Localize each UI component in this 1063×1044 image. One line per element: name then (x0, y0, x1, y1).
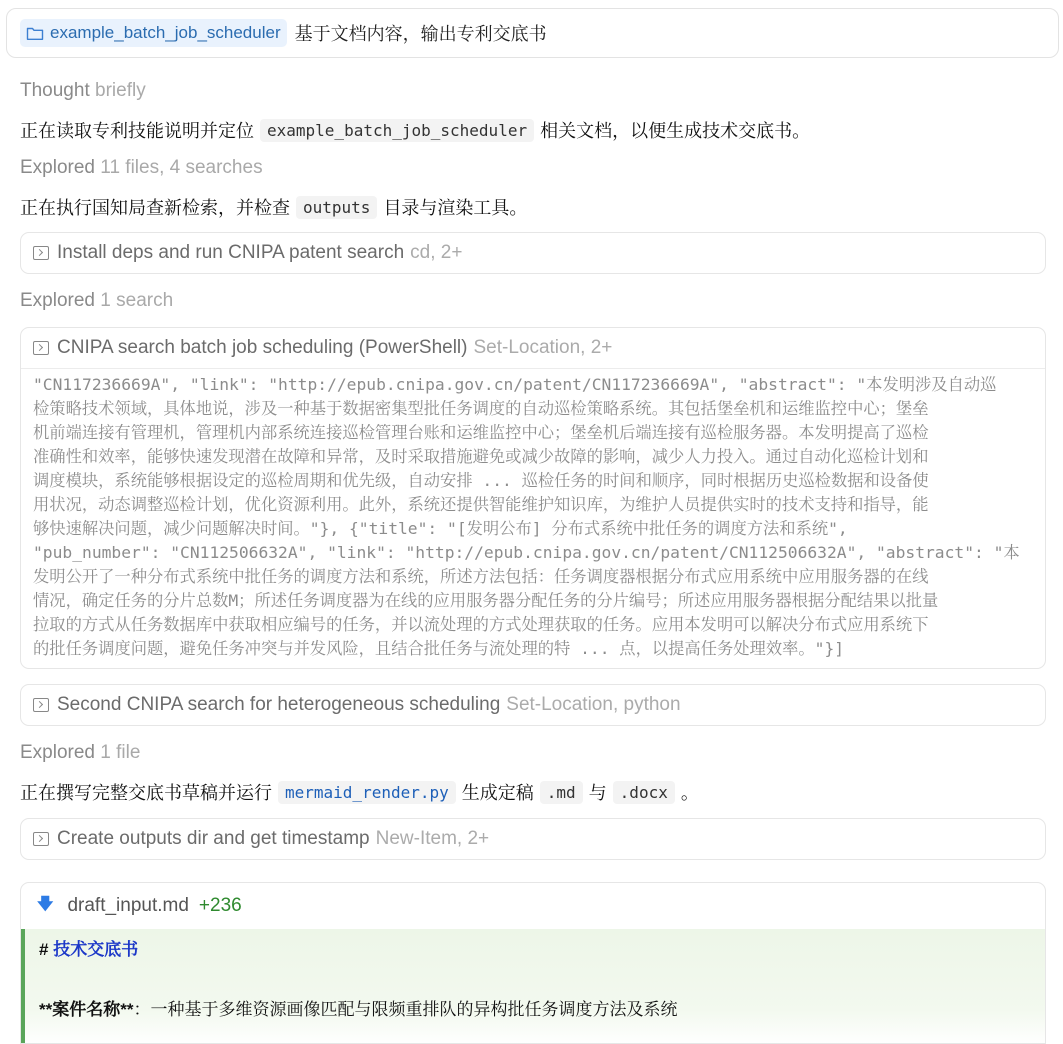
diff-colon: ： (133, 1000, 151, 1019)
output-line: "pub_number": "CN112506632A", "link": "http://epub.cnipa.gov.cn/patent/CN112506632A", "abstract": "本 (33, 543, 1020, 562)
explored-summary-1[interactable] (20, 157, 263, 179)
terminal-icon (33, 246, 49, 260)
command-subtitle: New-Item, 2+ (375, 828, 490, 849)
command-header[interactable] (21, 685, 1045, 725)
output-line: 情况，确定任务的分片总数M；所述任务调度器为在线的应用服务器分配任务的分片编号；所述应用服务器根据分配结果以批量 (33, 591, 939, 610)
download-arrow-icon: 🡇 (37, 895, 54, 913)
thought-label: Thought (20, 80, 90, 101)
assistant-message-2 (20, 194, 527, 220)
thought-status[interactable] (20, 80, 146, 102)
assistant-message-3 (20, 779, 699, 805)
command-subtitle: Set-Location, python (506, 694, 681, 715)
terminal-icon (33, 698, 49, 712)
inline-code: example_batch_job_scheduler (260, 119, 534, 142)
inline-code: mermaid_render.py (278, 781, 456, 804)
output-line: 发明公开了一种分布式系统中批任务的调度方法和系统，所述方法包括：任务调度器根据分布式应用系统中应用服务器的在线 (33, 567, 929, 586)
command-header[interactable] (21, 233, 1045, 273)
file-diff-card[interactable] (20, 882, 1046, 1044)
diff-value: 一种基于多维资源画像匹配与限频重排队的异构批任务调度方法及系统 (150, 1000, 678, 1019)
output-line: "CN117236669A", "link": "http://epub.cnipa.gov.cn/patent/CN117236669A", "abstract": "本发明涉及自动巡 (33, 375, 997, 394)
explored-detail: 1 search (100, 290, 174, 311)
command-output[interactable] (21, 368, 1045, 668)
folder-chip[interactable] (20, 19, 287, 47)
command-subtitle: cd, 2+ (410, 242, 463, 263)
explored-detail: 11 files, 4 searches (100, 157, 263, 178)
output-line: 用状况，动态调整巡检计划，优化资源利用。此外，系统还提供智能维护知识库，为维护人员提供实时的技术支持和指导，能 (33, 495, 929, 514)
explored-detail: 1 file (100, 742, 141, 763)
message-text: 相关文档，以便生成技术交底书。 (540, 121, 811, 141)
command-header[interactable] (21, 819, 1045, 859)
file-name: draft_input.md (67, 895, 189, 916)
diff-heading-text: 技术交底书 (53, 940, 139, 959)
output-line: 检策略技术领域，具体地说，涉及一种基于数据密集型批任务调度的自动巡检策略系统。其包括堡垒机和运维监控中心；堡垒 (33, 399, 929, 418)
inline-code: .docx (613, 781, 675, 804)
output-line: 机前端连接有管理机，管理机内部系统连接巡检管理台账和运维监控中心；堡垒机后端连接有巡检服务器。本发明提高了巡检 (33, 423, 929, 442)
markdown-hash: # (39, 940, 49, 959)
folder-name: example_batch_job_scheduler (50, 23, 281, 42)
command-title: Second CNIPA search for heterogeneous scheduling (57, 694, 501, 715)
terminal-icon (33, 832, 49, 846)
output-line: 调度模块，系统能够根据设定的巡检周期和优先级，自动安排 ... 巡检任务的时间和顺序，同时根据历史巡检数据和设备使 (33, 471, 929, 490)
command-title: CNIPA search batch job scheduling (PowerShell) (57, 337, 468, 358)
prompt-bar (6, 8, 1059, 58)
message-text: 生成定稿 (461, 783, 534, 803)
explored-summary-2[interactable] (20, 290, 173, 312)
message-text: 目录与渲染工具。 (383, 198, 528, 218)
assistant-message-1 (20, 117, 810, 143)
explored-label: Explored (20, 290, 95, 311)
folder-icon (26, 26, 44, 41)
thought-detail: briefly (95, 80, 146, 101)
command-card-cnipa-search[interactable] (20, 327, 1046, 669)
explored-summary-3[interactable] (20, 742, 140, 764)
inline-code: .md (540, 781, 583, 804)
command-card-second-search[interactable] (20, 684, 1046, 726)
message-text: 正在执行国知局查新检索，并检查 (20, 198, 290, 218)
file-diff-header[interactable] (21, 883, 1045, 929)
message-text: 正在读取专利技能说明并定位 (20, 121, 254, 141)
message-text: 。 (680, 783, 699, 803)
explored-label: Explored (20, 157, 95, 178)
message-text: 与 (588, 783, 607, 803)
command-header[interactable] (21, 328, 1045, 368)
command-title: Install deps and run CNIPA patent search (57, 242, 405, 263)
diff-content (21, 929, 1045, 1044)
command-subtitle: Set-Location, 2+ (473, 337, 613, 358)
message-text: 正在撰写完整交底书草稿并运行 (20, 783, 272, 803)
explored-label: Explored (20, 742, 95, 763)
output-line: 拉取的方式从任务数据库中获取相应编号的任务，并以流处理的方式处理获取的任务。应用本发明可以解决分布式应用系统下 (33, 615, 929, 634)
output-line: 的批任务调度问题，避免任务冲突与并发风险，且结合批任务与流处理的特 ... 点，以提高任务处理效率。"}] (33, 639, 845, 658)
output-line: 够快速解决问题，减少问题解决时间。"}, {"title": "[发明公布] 分布式系统中批任务的调度方法和系统", (33, 519, 848, 538)
terminal-icon (33, 341, 49, 355)
diff-key: **案件名称** (39, 1000, 134, 1019)
inline-code: outputs (296, 196, 377, 219)
command-title: Create outputs dir and get timestamp (57, 828, 370, 849)
command-card-install[interactable] (20, 232, 1046, 274)
prompt-text: 基于文档内容，输出专利交底书 (294, 24, 547, 44)
command-card-create-outputs[interactable] (20, 818, 1046, 860)
output-line: 准确性和效率，能够快速发现潜在故障和异常，及时采取措施避免或减少故障的影响，减少人力投入。通过自动化巡检计划和 (33, 447, 929, 466)
lines-added-count: +236 (198, 895, 242, 916)
diff-line (39, 995, 677, 1020)
diff-line (39, 935, 138, 960)
